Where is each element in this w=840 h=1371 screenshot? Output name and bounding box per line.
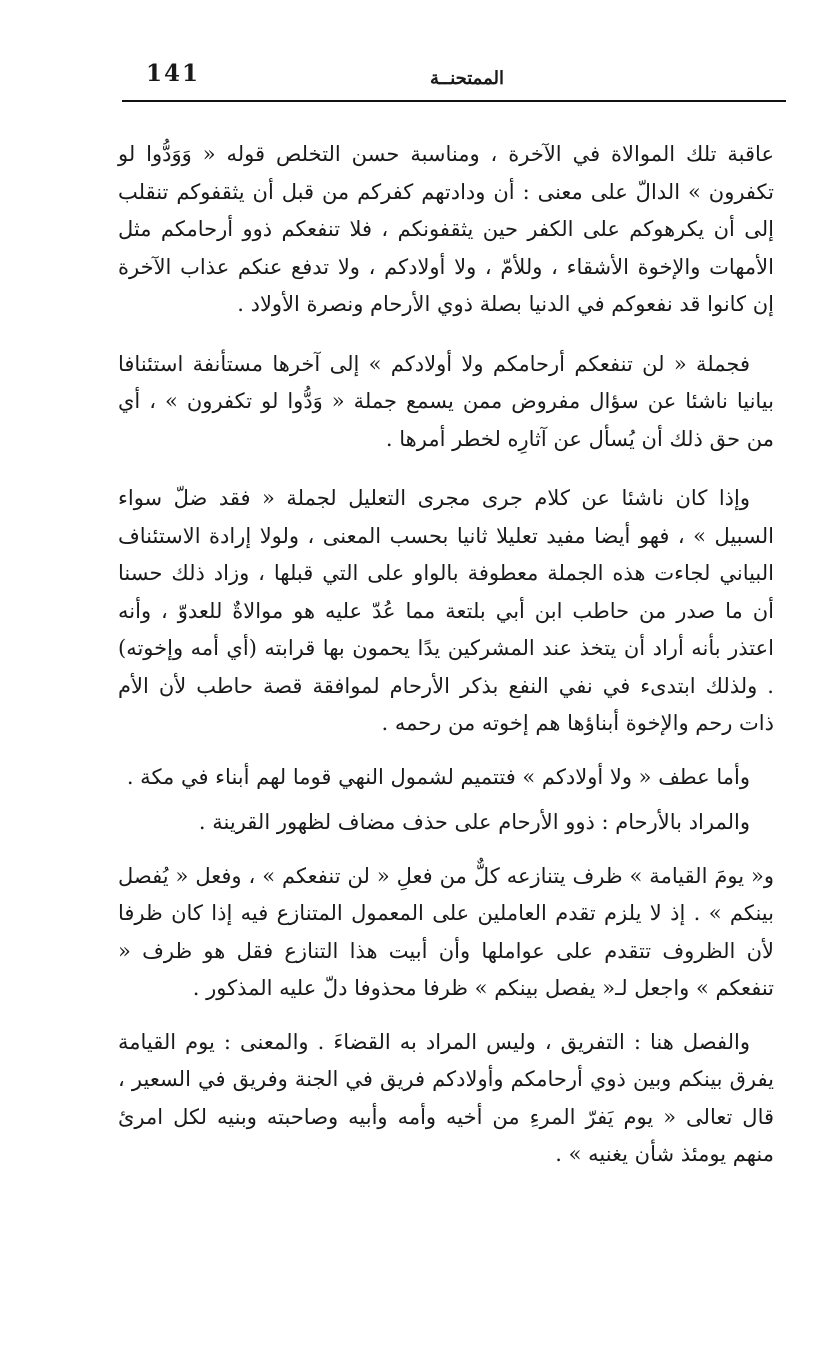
page-number: 141	[146, 60, 201, 87]
paragraph: والمراد بالأرحام : ذوو الأرحام على حذف مضاف لظهور القرينة .	[198, 810, 750, 834]
page-header	[122, 58, 786, 102]
body-text	[118, 136, 774, 1174]
paragraph: عاقبة تلك الموالاة في الآخرة ، ومناسبة حسن التخلص قوله « وَوَدُّوا لو تكفرون » الدالّ على معنى : أن ودادتهم كفركم من قبل أن يثقفوكم تنقلب إلى أن يكرهوكم على الكفر حين يثقفونكم ، فلا تنفعكم ذوو أرحامكم مثل الأمهات والإخوة الأشقاء ، وللأمّ ، ولا أولادكم ، ولا تدفع عنكم عذاب الآخرة إن كانوا قد نفعوكم في الدنيا بصلة ذوي الأرحام ونصرة الأولاد .	[118, 142, 774, 316]
paragraph: وإذا كان ناشئا عن كلام جرى مجرى التعليل لجملة « فقد ضلّ سواء السبيل » ، فهو أيضا مفيد تعليلا ثانيا بحسب المعنى ، ولولا إرادة الاستئناف البياني لجاءت هذه الجملة معطوفة بالواو على التي قبلها ، وزاد ذلك حسنا أن ما صدر من حاطب ابن أبي بلتعة مما عُدّ عليه هو موالاةٌ للعدوّ ، وأنه اعتذر بأنه أراد أن يتخذ عند المشركين يدًا يحمون بها قرابته (أي أمه وإخوته) . ولذلك ابتدىء في نفي النفع بذكر الأرحام لموافقة قصة حاطب لأن الأم ذات رحم والإخوة أبناؤها هم إخوته من رحمه .	[118, 486, 774, 735]
paragraph: و« يومَ القيامة » ظرف يتنازعه كلٌّ من فعلِ « لن تنفعكم » ، وفعل « يُفصل بينكم » . إذ لا يلزم تقدم العاملين على المعمول المتنازع فيه إذا كان ظرفا لأن الظروف تتقدم على عواملها وأن أبيت هذا التنازع فقل هو ظرف « تنفعكم » واجعل لـ« يفصل بينكم » ظرفا محذوفا دلّ عليه المذكور .	[118, 863, 774, 1000]
header-rule	[122, 100, 786, 102]
paragraph: وأما عطف « ولا أولادكم » فتتميم لشمول النهي قوما لهم أبناء في مكة .	[126, 764, 750, 789]
paragraph: فجملة « لن تنفعكم أرحامكم ولا أولادكم » إلى آخرها مستأنفة استئنافا بيانيا ناشئا عن سؤال مفروض ممن يسمع جملة « وَدُّوا لو تكفرون » ، أي من حق ذلك أن يُسأل عن آثارِه لخطر أمرها .	[118, 351, 774, 451]
paragraph: والفصل هنا : التفريق ، وليس المراد به القضاءَ . والمعنى : يوم القيامة يفرق بينكم وبين ذوي أرحامكم وأولادكم فريق في الجنة وفريق في السعير ، قال تعالى « يوم يَفرّ المرءِ من أخيه وأمه وأبيه وصاحبته وبنيه لكل امرئ منهم يومئذ شأن يغنيه » .	[118, 1029, 774, 1166]
running-title: الممتحنــة	[430, 68, 504, 89]
